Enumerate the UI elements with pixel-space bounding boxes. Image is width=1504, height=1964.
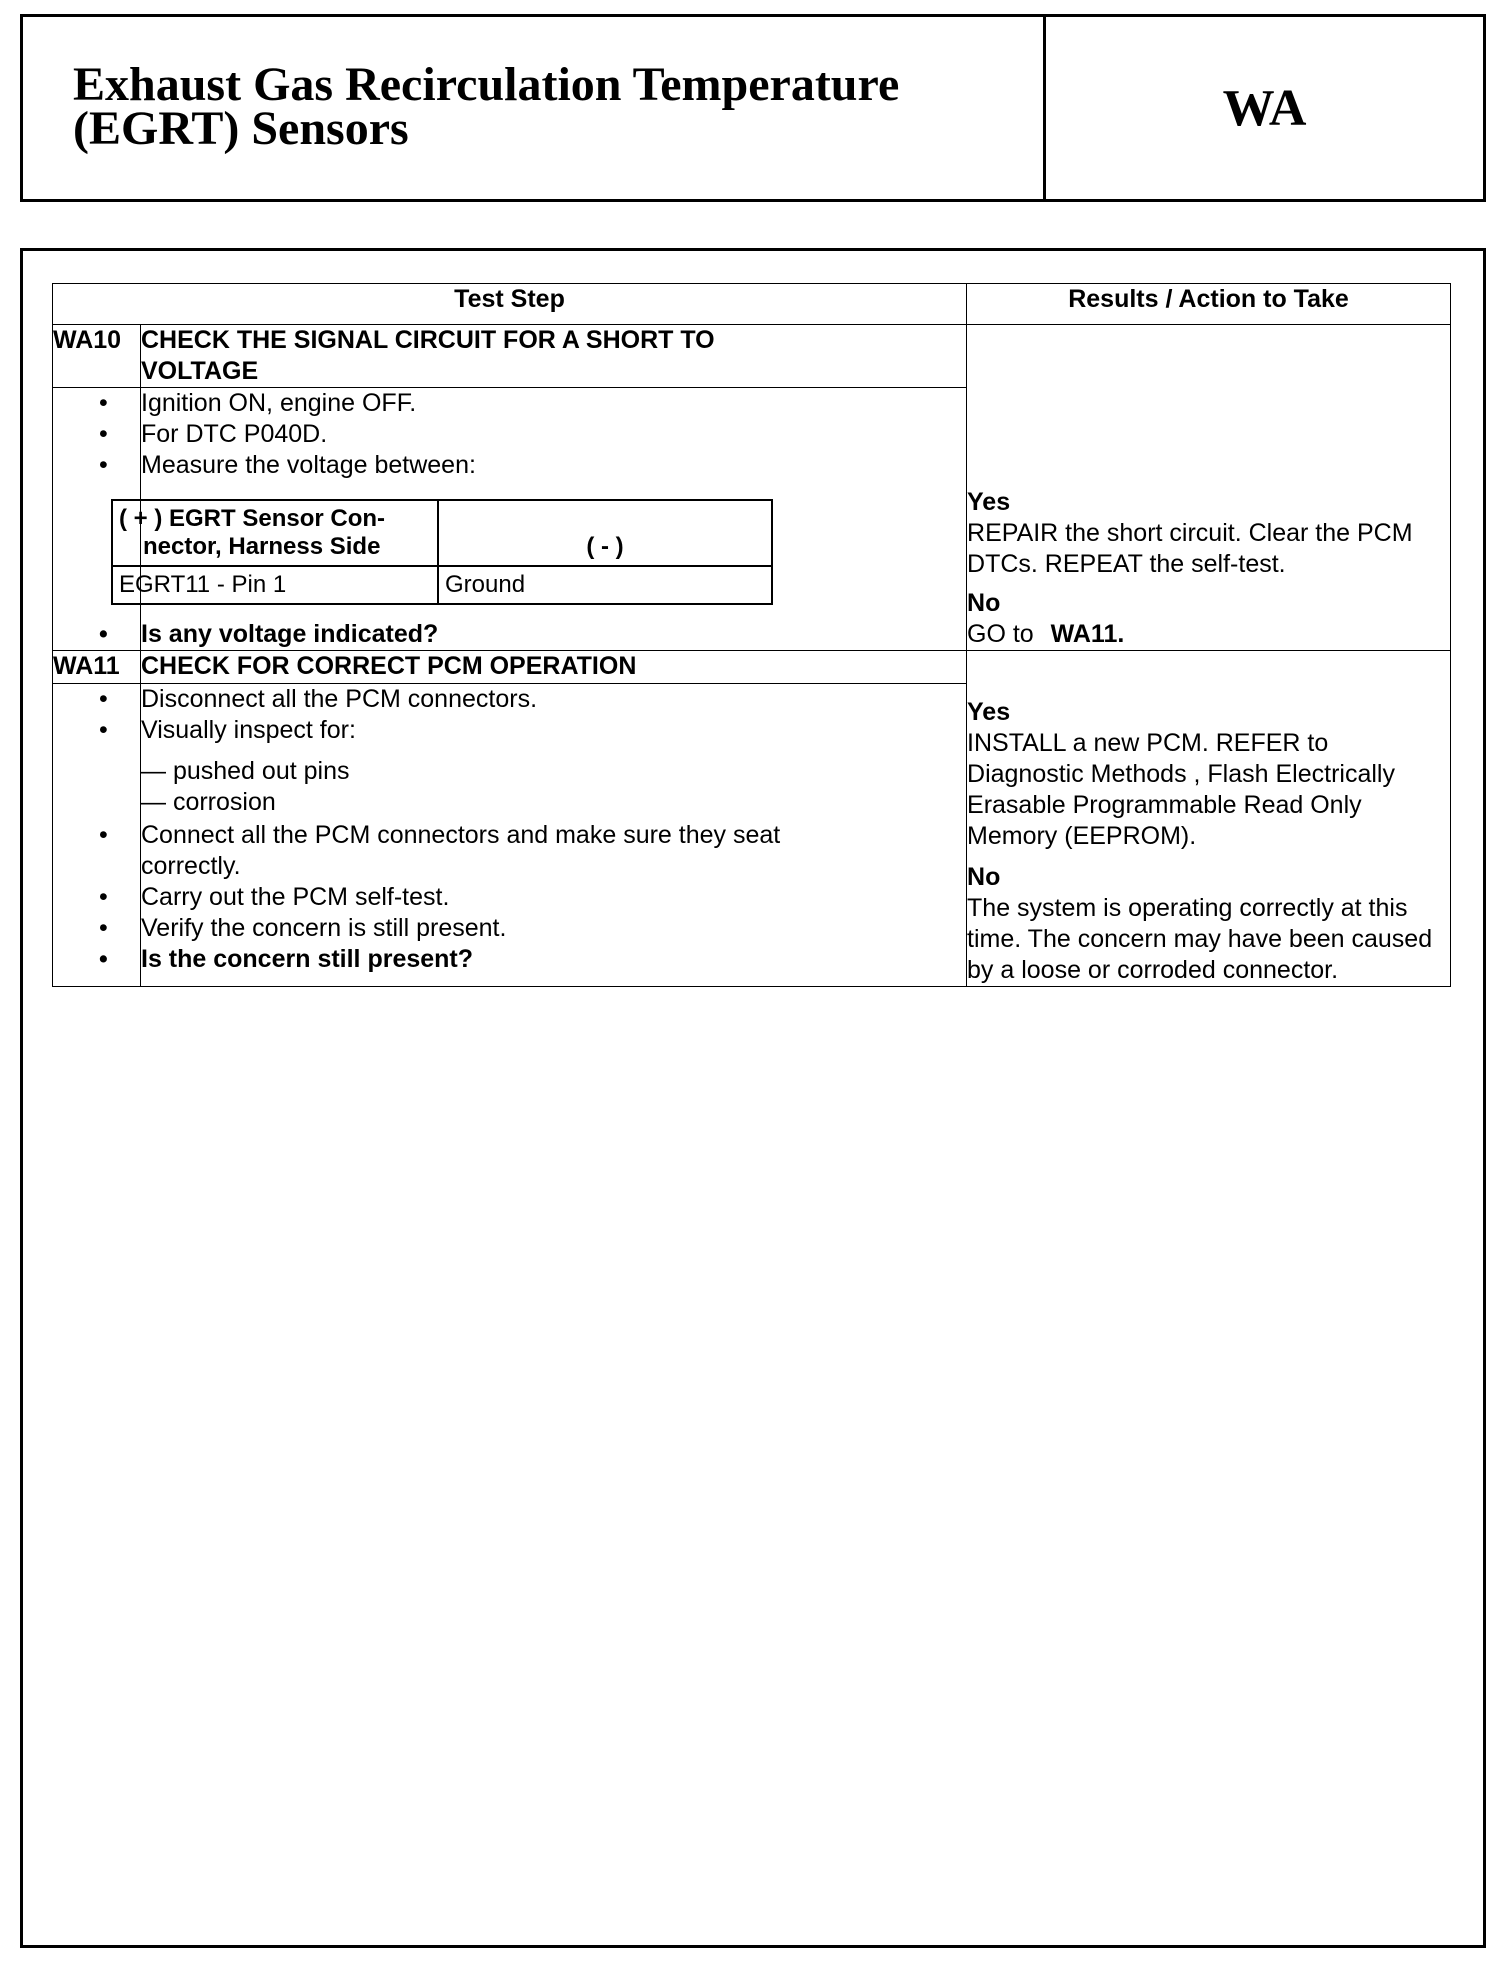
no-label: No (967, 863, 1001, 891)
list-item: • Connect all the PCM connectors and make sure they seat correctly. (141, 820, 886, 882)
measurement-table (111, 499, 773, 605)
bullet-list (141, 820, 886, 975)
test-step-table-wrapper (52, 283, 1450, 987)
list-item: • Ignition ON, engine OFF. (141, 388, 966, 419)
test-step-header: Test Step (53, 284, 967, 325)
sub-list (141, 756, 886, 818)
step-title: CHECK FOR CORRECT PCM OPERATION (141, 651, 967, 684)
step-title-line-2: VOLTAGE (141, 357, 259, 385)
negative-lead-value: Ground (438, 566, 772, 604)
bullet-list (141, 684, 886, 746)
page-title-line-2: (EGRT) Sensors (73, 102, 409, 155)
step-id-blank (53, 684, 141, 987)
section-code: WA (1222, 79, 1307, 137)
positive-lead-header-line-1: ( + ) EGRT Sensor Con- (119, 505, 386, 532)
test-step-table (52, 283, 1451, 987)
sub-list-item: — pushed out pins (141, 757, 350, 786)
page-title-line-1: Exhaust Gas Recirculation Temperature (73, 58, 900, 111)
step-wa10-results (967, 325, 1451, 651)
page-header (20, 14, 1486, 202)
table-header-row (53, 284, 1451, 325)
positive-lead-value: EGRT11 - Pin 1 (112, 566, 438, 604)
list-item: • Carry out the PCM self-test. (141, 882, 886, 913)
step-wa11-title-row (53, 651, 1451, 684)
step-question: • Is the concern still present? (141, 944, 886, 975)
step-id: WA11 (53, 651, 141, 684)
bullet-list (141, 388, 966, 481)
measurement-row (112, 566, 772, 604)
step-id: WA10 (53, 325, 141, 388)
yes-action: REPAIR the short circuit. Clear the PCM DTCs. REPEAT the self-test. (967, 519, 1413, 578)
step-wa11-results (967, 651, 1451, 987)
no-action: The system is operating correctly at this time. The concern may have been caused by a loose or corroded connector. (967, 894, 1433, 984)
list-item: • Visually inspect for: (141, 715, 886, 746)
page-title (23, 17, 1046, 199)
list-item: • For DTC P040D. (141, 419, 966, 450)
list-item: • Measure the voltage between: (141, 450, 966, 481)
measurement-header-row (112, 500, 772, 566)
negative-lead-header: ( - ) (438, 500, 772, 566)
no-action (967, 619, 1450, 650)
yes-label: Yes (967, 698, 1011, 726)
step-wa10-title-row (53, 325, 1451, 388)
no-label: No (967, 589, 1001, 617)
positive-lead-header (112, 500, 438, 566)
yes-action: INSTALL a new PCM. REFER to Diagnostic Methods , Flash Electrically Erasable Programmable Read Only Memory (EEPROM). (967, 729, 1395, 850)
step-wa11-body (141, 684, 967, 987)
no-action-ref: WA11. (1050, 620, 1125, 648)
yes-label: Yes (967, 488, 1011, 516)
question-list (141, 619, 966, 650)
results-header: Results / Action to Take (967, 284, 1451, 325)
step-wa10-body (119, 388, 967, 651)
positive-lead-header-line-2: nector, Harness Side (143, 533, 381, 560)
sub-list-item: — corrosion (141, 788, 276, 817)
step-question: • Is any voltage indicated? (141, 619, 966, 650)
step-title-line-1: CHECK THE SIGNAL CIRCUIT FOR A SHORT TO (141, 326, 715, 354)
no-action-text: GO to (967, 620, 1034, 648)
list-item: • Verify the concern is still present. (141, 913, 886, 944)
list-item: • Disconnect all the PCM connectors. (141, 684, 886, 715)
step-title (141, 325, 967, 388)
